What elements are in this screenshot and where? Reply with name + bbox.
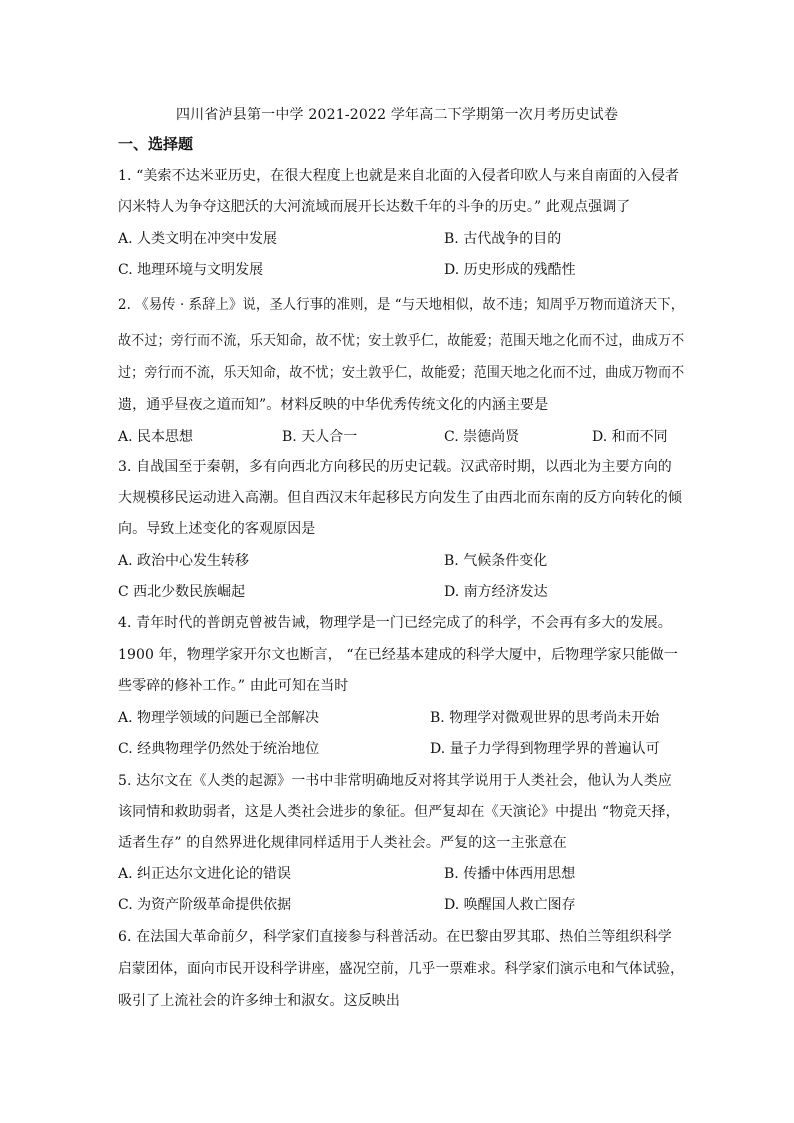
section-heading: 一、选择题 bbox=[118, 135, 194, 153]
q1-option-c: C. 地理环境与文明发展 bbox=[118, 262, 264, 278]
q3-line-1: 3. 自战国至于秦朝，多有向西北方向移民的历史记载。汉武帝时期，以西北为主要方向的 bbox=[118, 459, 672, 475]
q6-line-1: 6. 在法国大革命前夕，科学家们直接参与科普活动。在巴黎由罗其耶、热伯兰等组织科学 bbox=[118, 929, 672, 945]
q4-line-2: 1900 年，物理学家开尔文也断言， “在已经基本建成的科学大厦中，后物理学家只能做一 bbox=[118, 647, 678, 663]
q4-line-3: 些零碎的修补工作。” 由此可知在当时 bbox=[118, 678, 349, 694]
page-title: 四川省泸县第一中学 2021-2022 学年高二下学期第一次月考历史试卷 bbox=[175, 107, 619, 123]
q4-line-1: 4. 青年时代的普朗克曾被告诫，物理学是一门已经完成了的科学，不会再有多大的发展。 bbox=[118, 615, 672, 631]
q3-option-a: A. 政治中心发生转移 bbox=[118, 553, 250, 569]
q5-option-a: A. 纠正达尔文进化论的错误 bbox=[118, 866, 292, 882]
q1-option-b: B. 古代战争的目的 bbox=[444, 231, 562, 247]
q2-line-4: 遗，通乎昼夜之道而知”。材料反映的中华优秀传统文化的内涵主要是 bbox=[118, 397, 549, 413]
q4-option-b: B. 物理学对微观世界的思考尚未开始 bbox=[430, 710, 660, 726]
q6-line-2: 启蒙团体，面向市民开设科学讲座，盛况空前，几乎一票难求。科学家们演示电和气体试验， bbox=[118, 961, 684, 977]
q2-option-a: A. 民本思想 bbox=[118, 429, 194, 445]
q6-line-3: 吸引了上流社会的许多绅士和淑女。这反映出 bbox=[118, 993, 400, 1009]
q3-option-c: C 西北少数民族崛起 bbox=[118, 584, 246, 600]
q5-option-b: B. 传播中体西用思想 bbox=[444, 866, 576, 882]
q2-option-b: B. 天人合一 bbox=[282, 429, 358, 445]
q2-line-2: 故不过；旁行而不流，乐天知命，故不忧；安土敦乎仁，故能爱；范围天地之化而不过，曲成万不 bbox=[118, 333, 685, 349]
q5-option-d: D. 唤醒国人救亡图存 bbox=[444, 897, 576, 913]
q1-line-2: 闪米特人为争夺这肥沃的大河流域而展开长达数千年的斗争的历史。” 此观点强调了 bbox=[118, 199, 631, 215]
q1-line-1: 1. “美索不达米亚历史，在很大程度上也就是来自北面的入侵者印欧人与来自南面的入侵者 bbox=[118, 168, 680, 184]
q3-line-3: 向。导致上述变化的客观原因是 bbox=[118, 521, 316, 537]
q2-option-c: C. 崇德尚贤 bbox=[444, 429, 520, 445]
q4-option-d: D. 量子力学得到物理学界的普遍认可 bbox=[430, 741, 660, 757]
q5-line-2: 该同情和救助弱者，这是人类社会进步的象征。但严复却在《天演论》中提出 “物竞天择， bbox=[118, 804, 680, 820]
q3-option-d: D. 南方经济发达 bbox=[444, 584, 548, 600]
q4-option-a: A. 物理学领域的问题已全部解决 bbox=[118, 710, 320, 726]
q5-line-1: 5. 达尔文在《人类的起源》一书中非常明确地反对将其学说用于人类社会，他认为人类应 bbox=[118, 773, 672, 789]
q3-option-b: B. 气候条件变化 bbox=[444, 553, 548, 569]
q5-line-3: 适者生存” 的自然界进化规律同样适用于人类社会。严复的这一主张意在 bbox=[118, 835, 567, 851]
q4-option-c: C. 经典物理学仍然处于统治地位 bbox=[118, 741, 320, 757]
q2-line-3: 过；旁行而不流，乐天知命，故不忧；安土敦乎仁，故能爱；范围天地之化而不过，曲成万物而不 bbox=[118, 365, 685, 381]
q3-line-2: 大规模移民运动进入高潮。但自西汉末年起移民方向发生了由西北而东南的反方向转化的倾 bbox=[118, 490, 682, 506]
q2-line-1: 2. 《易传 · 系辞上》说，圣人行事的准则，是 “与天地相似，故不违；知周乎万物而道济天下， bbox=[118, 297, 685, 313]
q1-option-d: D. 历史形成的残酷性 bbox=[444, 262, 576, 278]
q1-option-a: A. 人类文明在冲突中发展 bbox=[118, 231, 278, 247]
q5-option-c: C. 为资产阶级革命提供依据 bbox=[118, 897, 292, 913]
q2-option-d: D. 和而不同 bbox=[592, 429, 668, 445]
